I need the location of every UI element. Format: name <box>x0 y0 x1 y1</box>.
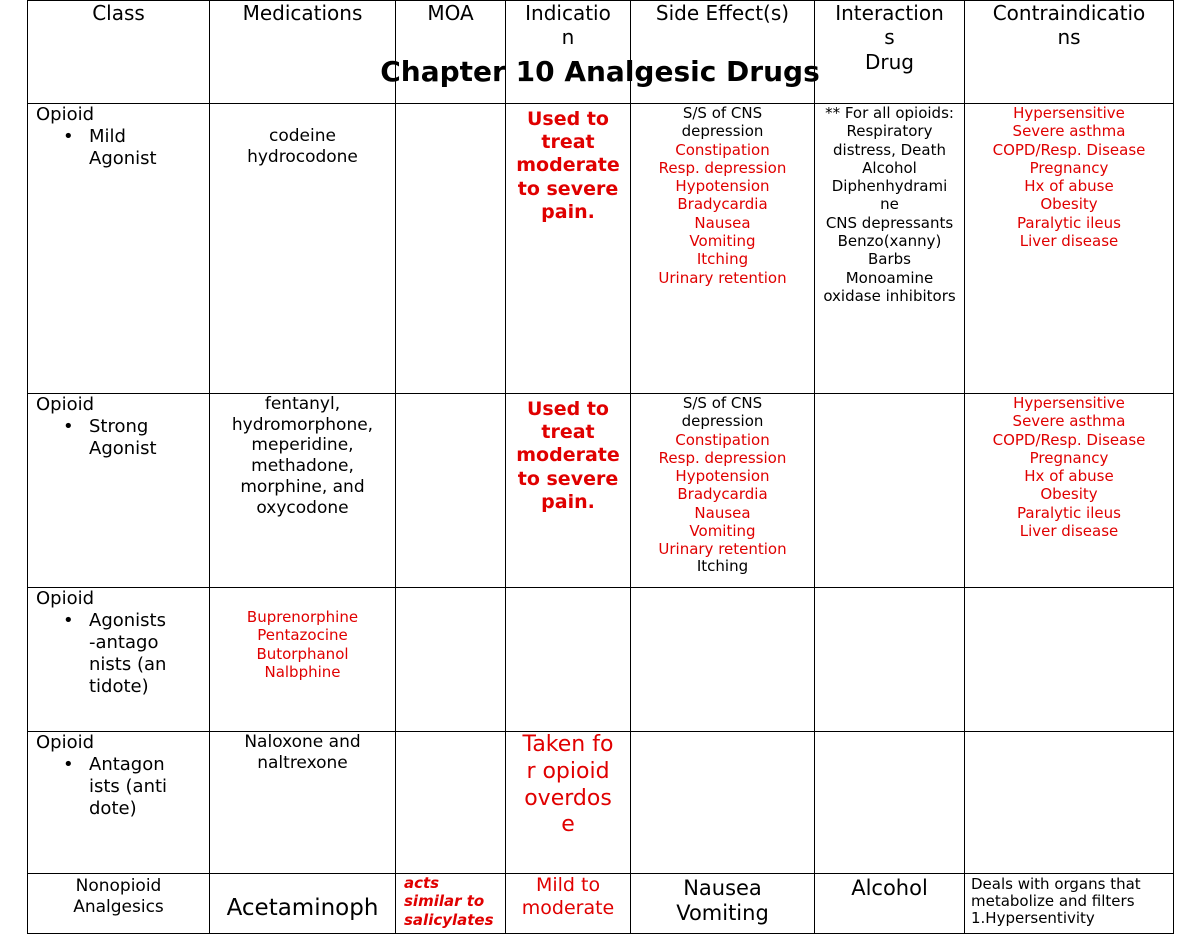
contraindications-cell <box>965 732 1174 874</box>
side-effects-itching: Itching <box>696 556 749 575</box>
contraindications-cell: Deals with organs that metabolize and filters 1.Hypersentivity <box>965 874 1174 934</box>
table-row <box>28 394 1174 588</box>
class-main: Opioid <box>36 104 95 125</box>
class-main: Opioid <box>36 394 95 415</box>
side-effects-cell <box>631 104 815 394</box>
page-title: Chapter 10 Analgesic Drugs <box>380 55 820 88</box>
class-cell <box>28 588 210 732</box>
interactions-cell: Alcohol <box>815 874 965 934</box>
class-sub: • Agonists-antagonists (antidote) <box>63 610 169 698</box>
side-effects-cell: Nausea Vomiting <box>631 874 815 934</box>
class-cell <box>28 394 210 588</box>
class-main: Opioid <box>36 588 95 609</box>
indication-cell <box>506 588 631 732</box>
table-row <box>28 874 1174 934</box>
moa-cell: acts similar to salicylates <box>396 874 506 934</box>
class-cell <box>28 104 210 394</box>
class-cell: Nonopioid Analgesics <box>28 874 210 934</box>
drug-table <box>27 0 1174 934</box>
side-effects-cell <box>631 394 815 588</box>
header-side-effects: Side Effect(s) <box>631 1 815 104</box>
side-effects-cns: S/S of CNS depression <box>681 104 764 141</box>
moa-cell <box>396 732 506 874</box>
side-effects-cell <box>631 588 815 732</box>
moa-cell <box>396 104 506 394</box>
side-effects-list: Constipation Resp. depression Hypotension Bradycardia Nausea Vomiting Itching Urinary retention <box>658 140 787 287</box>
interactions-cell <box>815 588 965 732</box>
indication-cell: Used to treat moderate to severe pain. <box>506 394 631 588</box>
side-effects-cns: S/S of CNS depression <box>681 394 764 431</box>
indication-cell: Taken for opioid overdose <box>506 732 631 874</box>
header-indication: Indicatio n <box>506 1 631 104</box>
moa-cell <box>396 394 506 588</box>
table-row <box>28 104 1174 394</box>
class-sub: • Mild Agonist <box>63 126 169 170</box>
medications-cell: Acetaminoph <box>210 874 396 934</box>
class-sub: • Strong Agonist <box>63 416 169 460</box>
medications-cell: Buprenorphine Pentazocine Butorphanol Nalbphine <box>210 588 396 732</box>
side-effects-list: Constipation Resp. depression Hypotension Bradycardia Nausea Vomiting Urinary retention <box>658 430 787 559</box>
class-main: Opioid <box>36 732 95 753</box>
class-cell <box>28 732 210 874</box>
contraindications-cell <box>965 588 1174 732</box>
medications-cell: Naloxone and naltrexone <box>210 732 396 874</box>
table-row <box>28 588 1174 732</box>
side-effects-cell <box>631 732 815 874</box>
class-sub: • Antagonists (antidote) <box>63 754 169 820</box>
table-row <box>28 732 1174 874</box>
medications-cell: fentanyl, hydromorphone, meperidine, methadone, morphine, and oxycodone <box>210 394 396 588</box>
contraindications-cell: Hypersensitive Severe asthma COPD/Resp. Disease Pregnancy Hx of abuse Obesity Paralytic ileus Liver disease <box>965 104 1174 394</box>
interactions-cell: ** For all opioids: Respiratory distress, Death Alcohol Diphenhydrami ne CNS depressants Benzo(xanny) Barbs Monoamine oxidase inhibitors <box>815 104 965 394</box>
moa-cell <box>396 588 506 732</box>
header-row <box>28 1 1174 104</box>
indication-cell: Used to treat moderate to severe pain. <box>506 104 631 394</box>
header-moa: MOA <box>396 1 506 104</box>
header-interactions: Interaction s Drug <box>815 1 965 104</box>
contraindications-cell: Hypersensitive Severe asthma COPD/Resp. Disease Pregnancy Hx of abuse Obesity Paralytic ileus Liver disease <box>965 394 1174 588</box>
header-contraindications: Contraindicatio ns <box>965 1 1174 104</box>
interactions-cell <box>815 732 965 874</box>
header-class: Class <box>28 1 210 104</box>
medications-cell: codeine hydrocodone <box>210 104 396 394</box>
indication-cell: Mild to moderate <box>506 874 631 934</box>
header-medications: Medications <box>210 1 396 104</box>
interactions-cell <box>815 394 965 588</box>
